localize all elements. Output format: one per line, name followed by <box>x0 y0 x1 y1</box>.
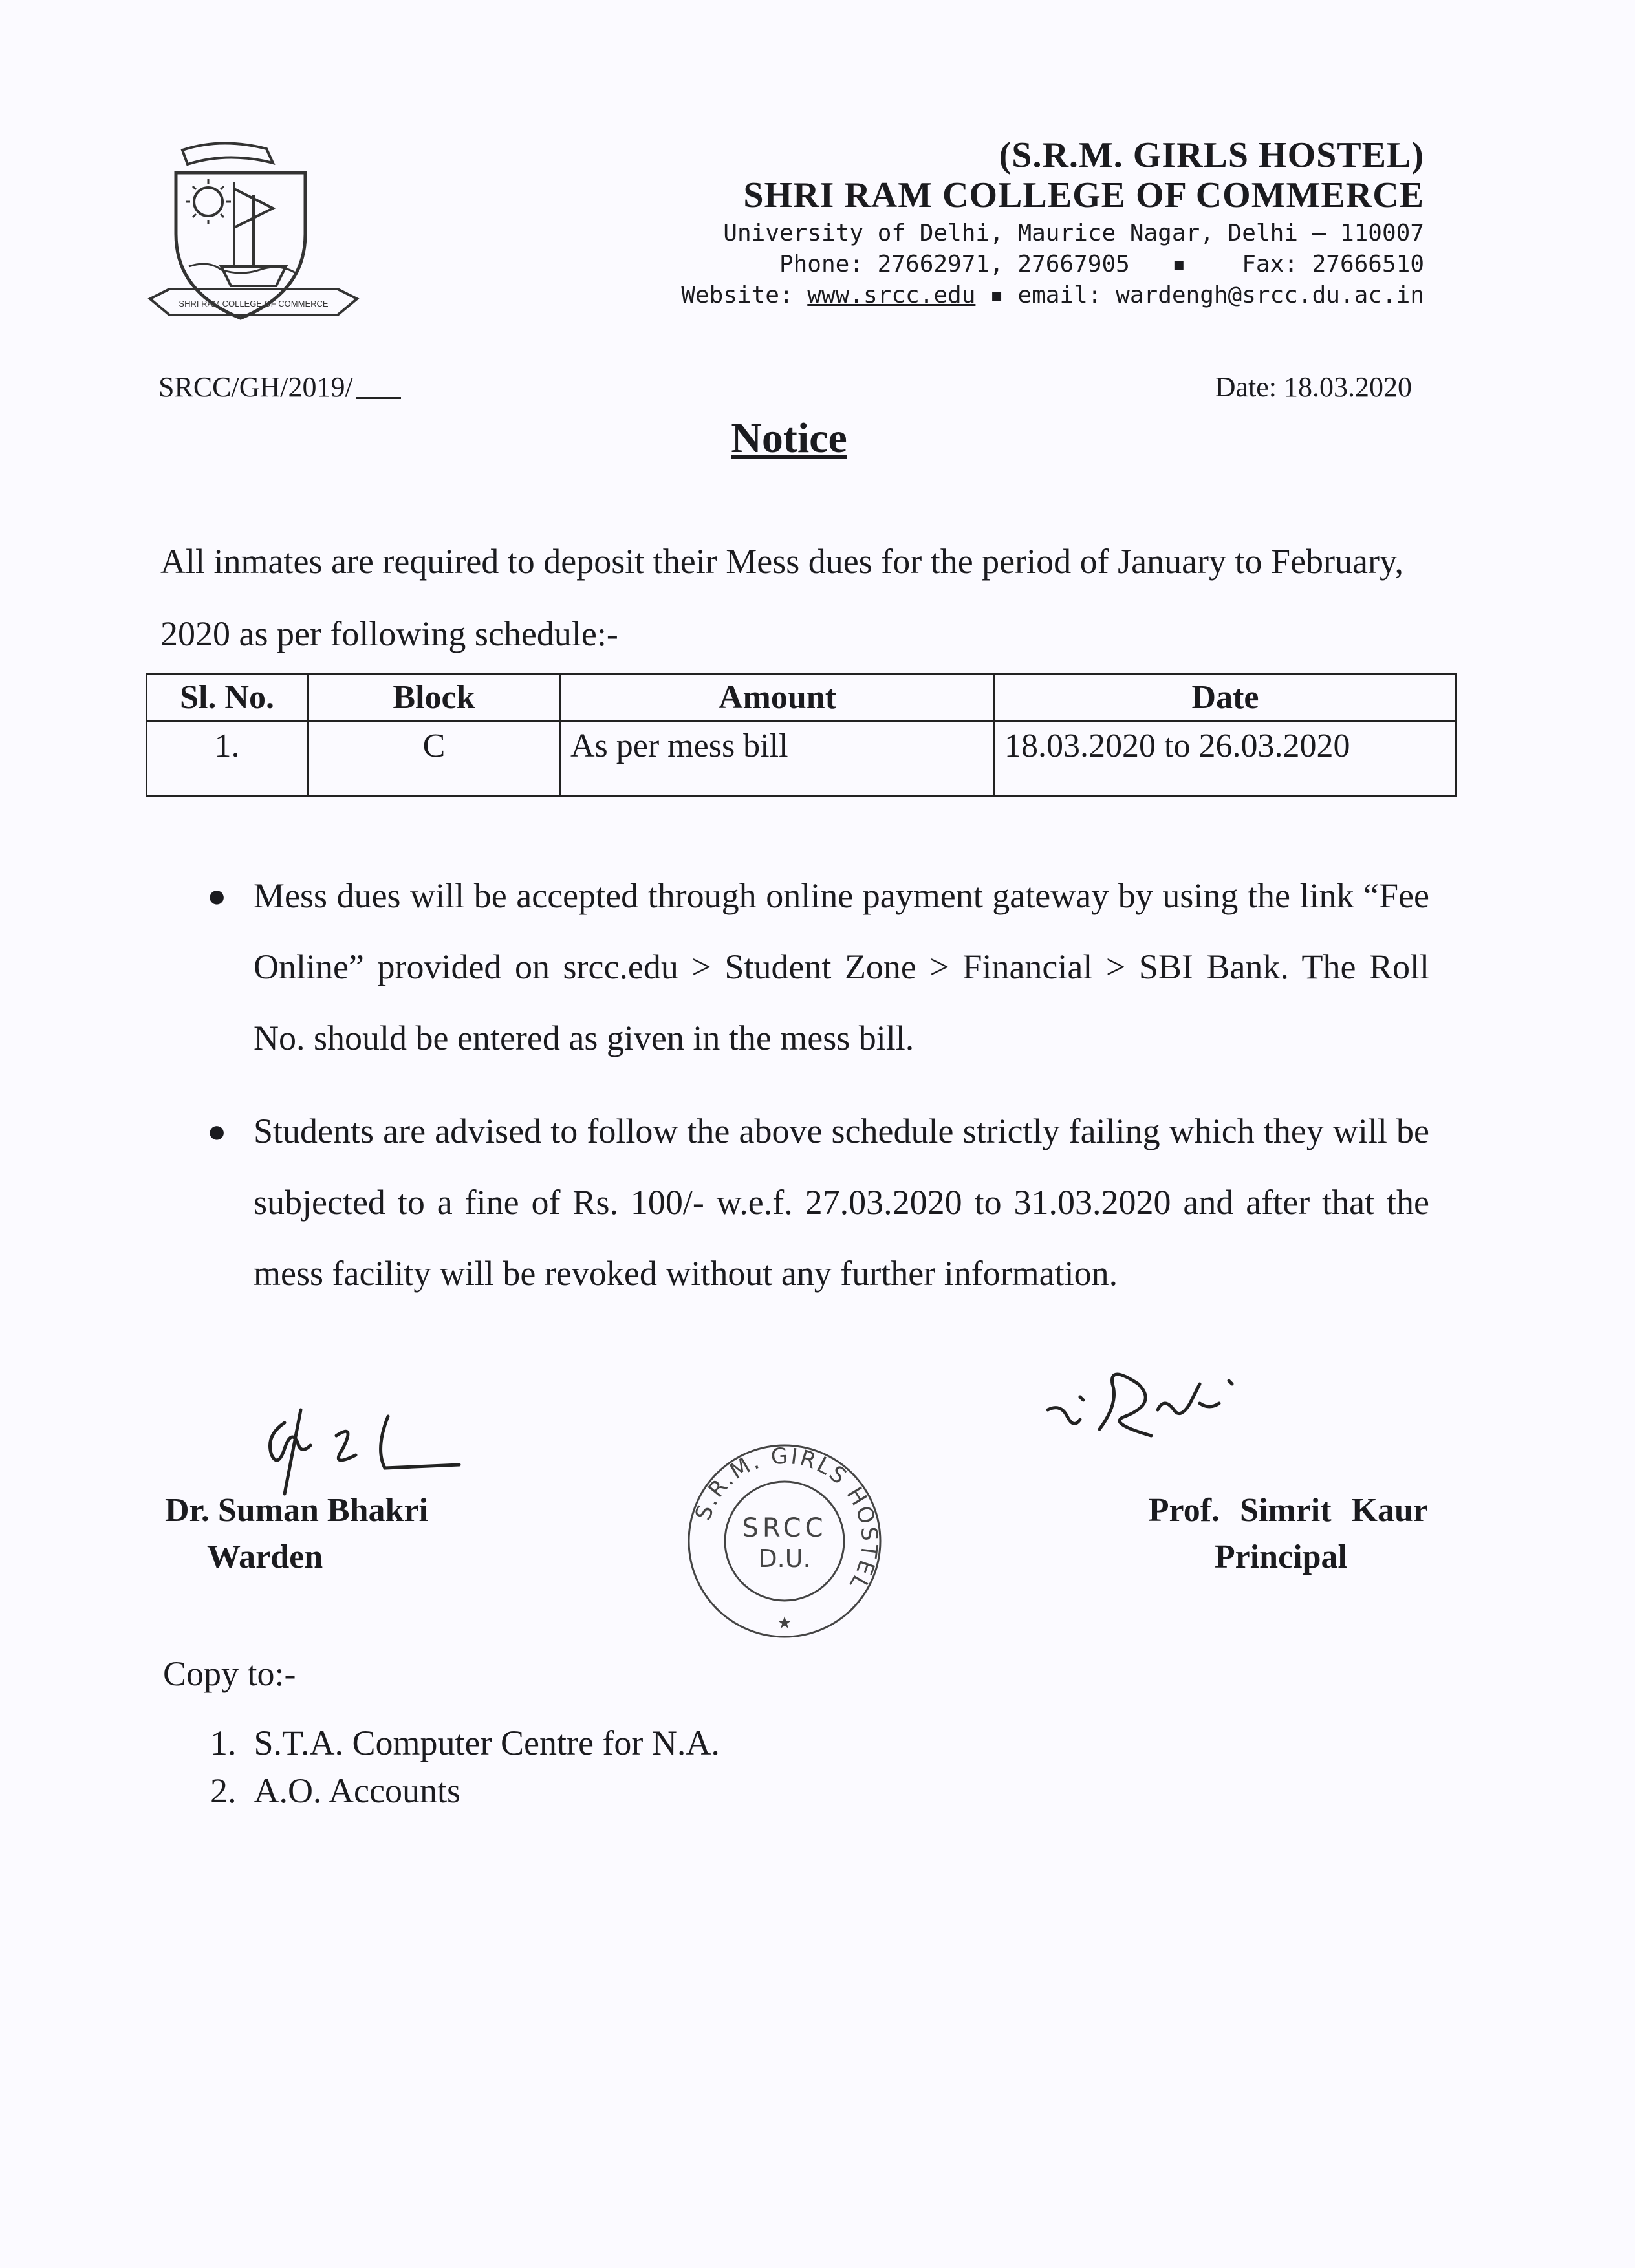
table-header-row <box>147 674 1456 721</box>
college-name: SHRI RAM COLLEGE OF COMMERCE <box>743 175 1424 215</box>
warden-name: Dr. Suman Bhakri <box>165 1492 428 1529</box>
warden-signatory <box>165 1487 428 1581</box>
fax-number: Fax: 27666510 <box>1242 251 1424 277</box>
principal-role: Principal <box>1214 1539 1347 1575</box>
column-header: Date <box>995 674 1456 721</box>
copy-recipient: A.O. Accounts <box>254 1771 460 1810</box>
table-cell: 1. <box>147 721 308 797</box>
reference-number <box>158 371 401 404</box>
star-icon: ★ <box>777 1614 792 1633</box>
schedule-table <box>146 673 1457 797</box>
separator-dot: ▪ <box>990 282 1004 308</box>
list-item <box>207 860 1429 1074</box>
table-cell: C <box>308 721 561 797</box>
column-header: Sl. No. <box>147 674 308 721</box>
table-row <box>147 721 1456 797</box>
reference-blank <box>356 397 401 399</box>
separator-dot: ▪ <box>1143 251 1228 277</box>
college-address: University of Delhi, Maurice Nagar, Delhi – 110007 <box>723 220 1424 246</box>
stamp-line-2: D.U. <box>758 1544 811 1573</box>
phone-numbers: Phone: 27662971, 27667905 <box>779 251 1130 277</box>
column-header: Amount <box>561 674 995 721</box>
hostel-stamp <box>678 1434 891 1648</box>
list-item-text: Students are advised to follow the above schedule strictly failing which they will be subjected to a fine of Rs. 100/- w.e.f. 27.03.2020 to 31.03.2020 and after that the mess facility will be revoked without any further information. <box>254 1112 1429 1293</box>
website-label: Website: <box>681 282 794 308</box>
notice-title: Notice <box>731 415 847 462</box>
intro-paragraph: All inmates are required to deposit their Mess dues for the period of January to February, 2020 as per following schedule:- <box>160 542 1403 653</box>
table-cell: As per mess bill <box>561 721 995 797</box>
copy-to-label: Copy to:- <box>163 1654 296 1693</box>
list-item: 1. S.T.A. Computer Centre for N.A. <box>210 1723 720 1762</box>
notice-date: Date: 18.03.2020 <box>1215 371 1412 403</box>
reference-text: SRCC/GH/2019/ <box>158 371 353 403</box>
web-line <box>681 282 1424 308</box>
bullet-icon: ● <box>207 878 227 914</box>
contact-line <box>779 251 1424 277</box>
instructions-list <box>207 860 1429 1331</box>
stamp-ring-text: S.R.M. GIRLS HOSTEL <box>690 1443 883 1596</box>
principal-signatory <box>1149 1487 1428 1581</box>
list-item <box>207 1096 1429 1309</box>
copy-recipient: S.T.A. Computer Centre for N.A. <box>254 1723 720 1762</box>
website-link[interactable]: www.srcc.edu <box>807 282 976 308</box>
list-item: 2. A.O. Accounts <box>210 1771 460 1810</box>
college-crest-logo <box>144 137 363 338</box>
stamp-line-1: SRCC <box>742 1513 827 1543</box>
copy-to-list <box>210 1719 720 1815</box>
bullet-icon: ● <box>207 1113 227 1149</box>
email-address: email: wardengh@srcc.du.ac.in <box>1017 282 1424 308</box>
warden-role: Warden <box>207 1539 323 1575</box>
principal-signature <box>1035 1358 1294 1474</box>
logo-ribbon-text: SHRI RAM COLLEGE OF COMMERCE <box>179 299 329 308</box>
column-header: Block <box>308 674 561 721</box>
list-item-text: Mess dues will be accepted through online payment gateway by using the link “Fee Online” provided on srcc.edu > Student Zone > Financial > SBI Bank. The Roll No. should be entered as given in the mess bill. <box>254 876 1429 1057</box>
hostel-name: (S.R.M. GIRLS HOSTEL) <box>999 135 1424 175</box>
table-cell: 18.03.2020 to 26.03.2020 <box>995 721 1456 797</box>
principal-name: Prof. Simrit Kaur <box>1148 1492 1428 1529</box>
